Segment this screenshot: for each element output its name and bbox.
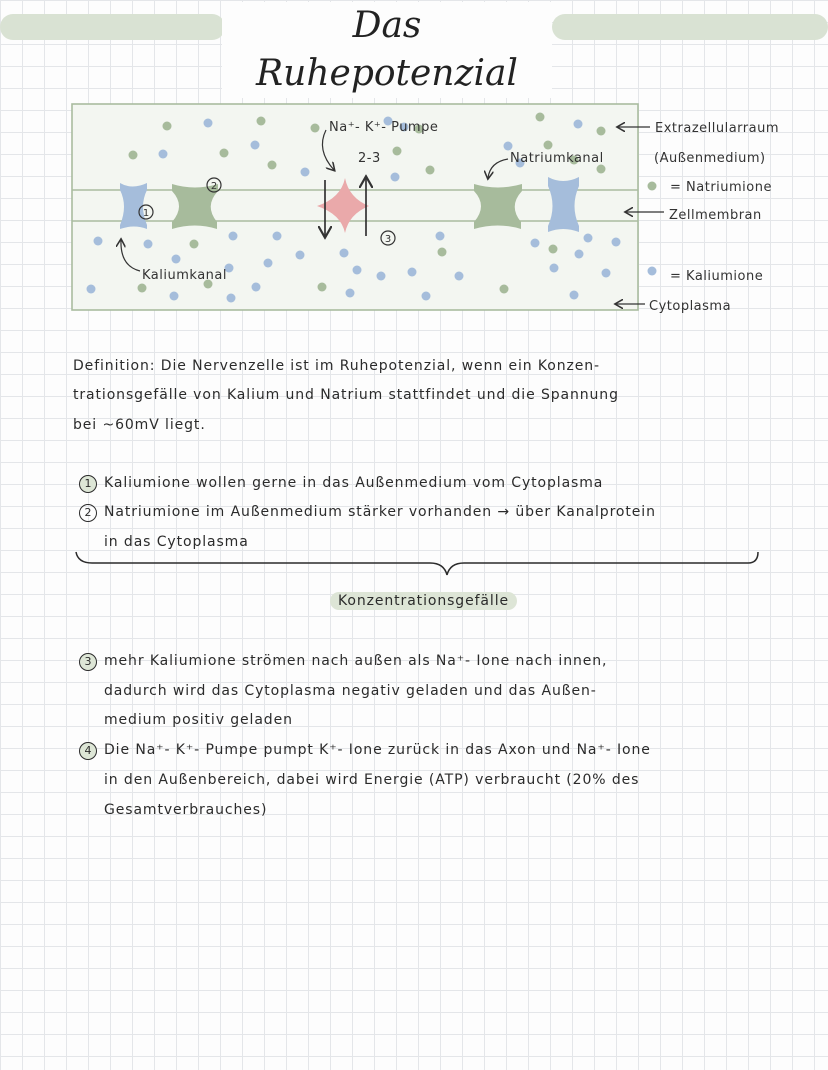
pump-ratio: 2-3	[358, 151, 381, 166]
point-2-text-line-1: Natriumione im Außenmedium stärker vorhanden → über Kanalprotein	[104, 504, 656, 520]
marker-1: 1	[142, 208, 150, 219]
point-1-text: Kaliumione wollen gerne in das Außenmedium vom Cytoplasma	[104, 475, 604, 491]
point-4-text-line-2: in den Außenbereich, dabei wird Energie (ATP) verbraucht (20% des	[104, 772, 640, 788]
point-3-marker: 3	[79, 653, 97, 671]
point-3-text-line-1: mehr Kaliumione strömen nach außen als Na⁺- Ione nach innen,	[104, 653, 608, 669]
point-4-marker: 4	[79, 742, 97, 760]
point-1-marker: 1	[79, 475, 97, 493]
marker-2: 2	[210, 181, 218, 192]
membrane-label: Zellmembran	[669, 208, 762, 223]
definition-line-1: Definition: Die Nervenzelle ist im Ruhepotenzial, wenn ein Konzen-	[73, 358, 600, 374]
concept-highlight: Konzentrationsgefälle	[330, 592, 517, 610]
definition-line-3: bei ~60mV liegt.	[73, 417, 206, 433]
point-4-text-line-3: Gesamtverbrauches)	[104, 802, 268, 818]
point-3-text-line-3: medium positiv geladen	[104, 712, 293, 728]
point-3-text-line-2: dadurch wird das Cytoplasma negativ geladen und das Außen-	[104, 683, 597, 699]
definition-line-2: trationsgefälle von Kalium und Natrium stattfindet und die Spannung	[73, 387, 619, 403]
point-4-text-line-1: Die Na⁺- K⁺- Pumpe pumpt K⁺- Ione zurück in das Axon und Na⁺- Ione	[104, 742, 651, 758]
point-2-text-line-2: in das Cytoplasma	[104, 534, 249, 550]
natrium-channel-label: Natriumkanal	[510, 151, 604, 166]
natrium-legend-label: = Natriumione	[670, 180, 772, 195]
kalium-channel-label: Kaliumkanal	[142, 268, 227, 283]
pump-label: Na⁺- K⁺- Pumpe	[329, 120, 439, 135]
point-2-marker: 2	[79, 504, 97, 522]
cytoplasma-label: Cytoplasma	[649, 299, 732, 314]
marker-3: 3	[384, 234, 392, 245]
page-title: Das Ruhepotenzial	[222, 2, 552, 98]
aussenmedium-label: (Außenmedium)	[654, 151, 766, 166]
kalium-legend-label: = Kaliumione	[670, 269, 764, 284]
extracellular-label: Extrazellularraum	[655, 121, 780, 136]
